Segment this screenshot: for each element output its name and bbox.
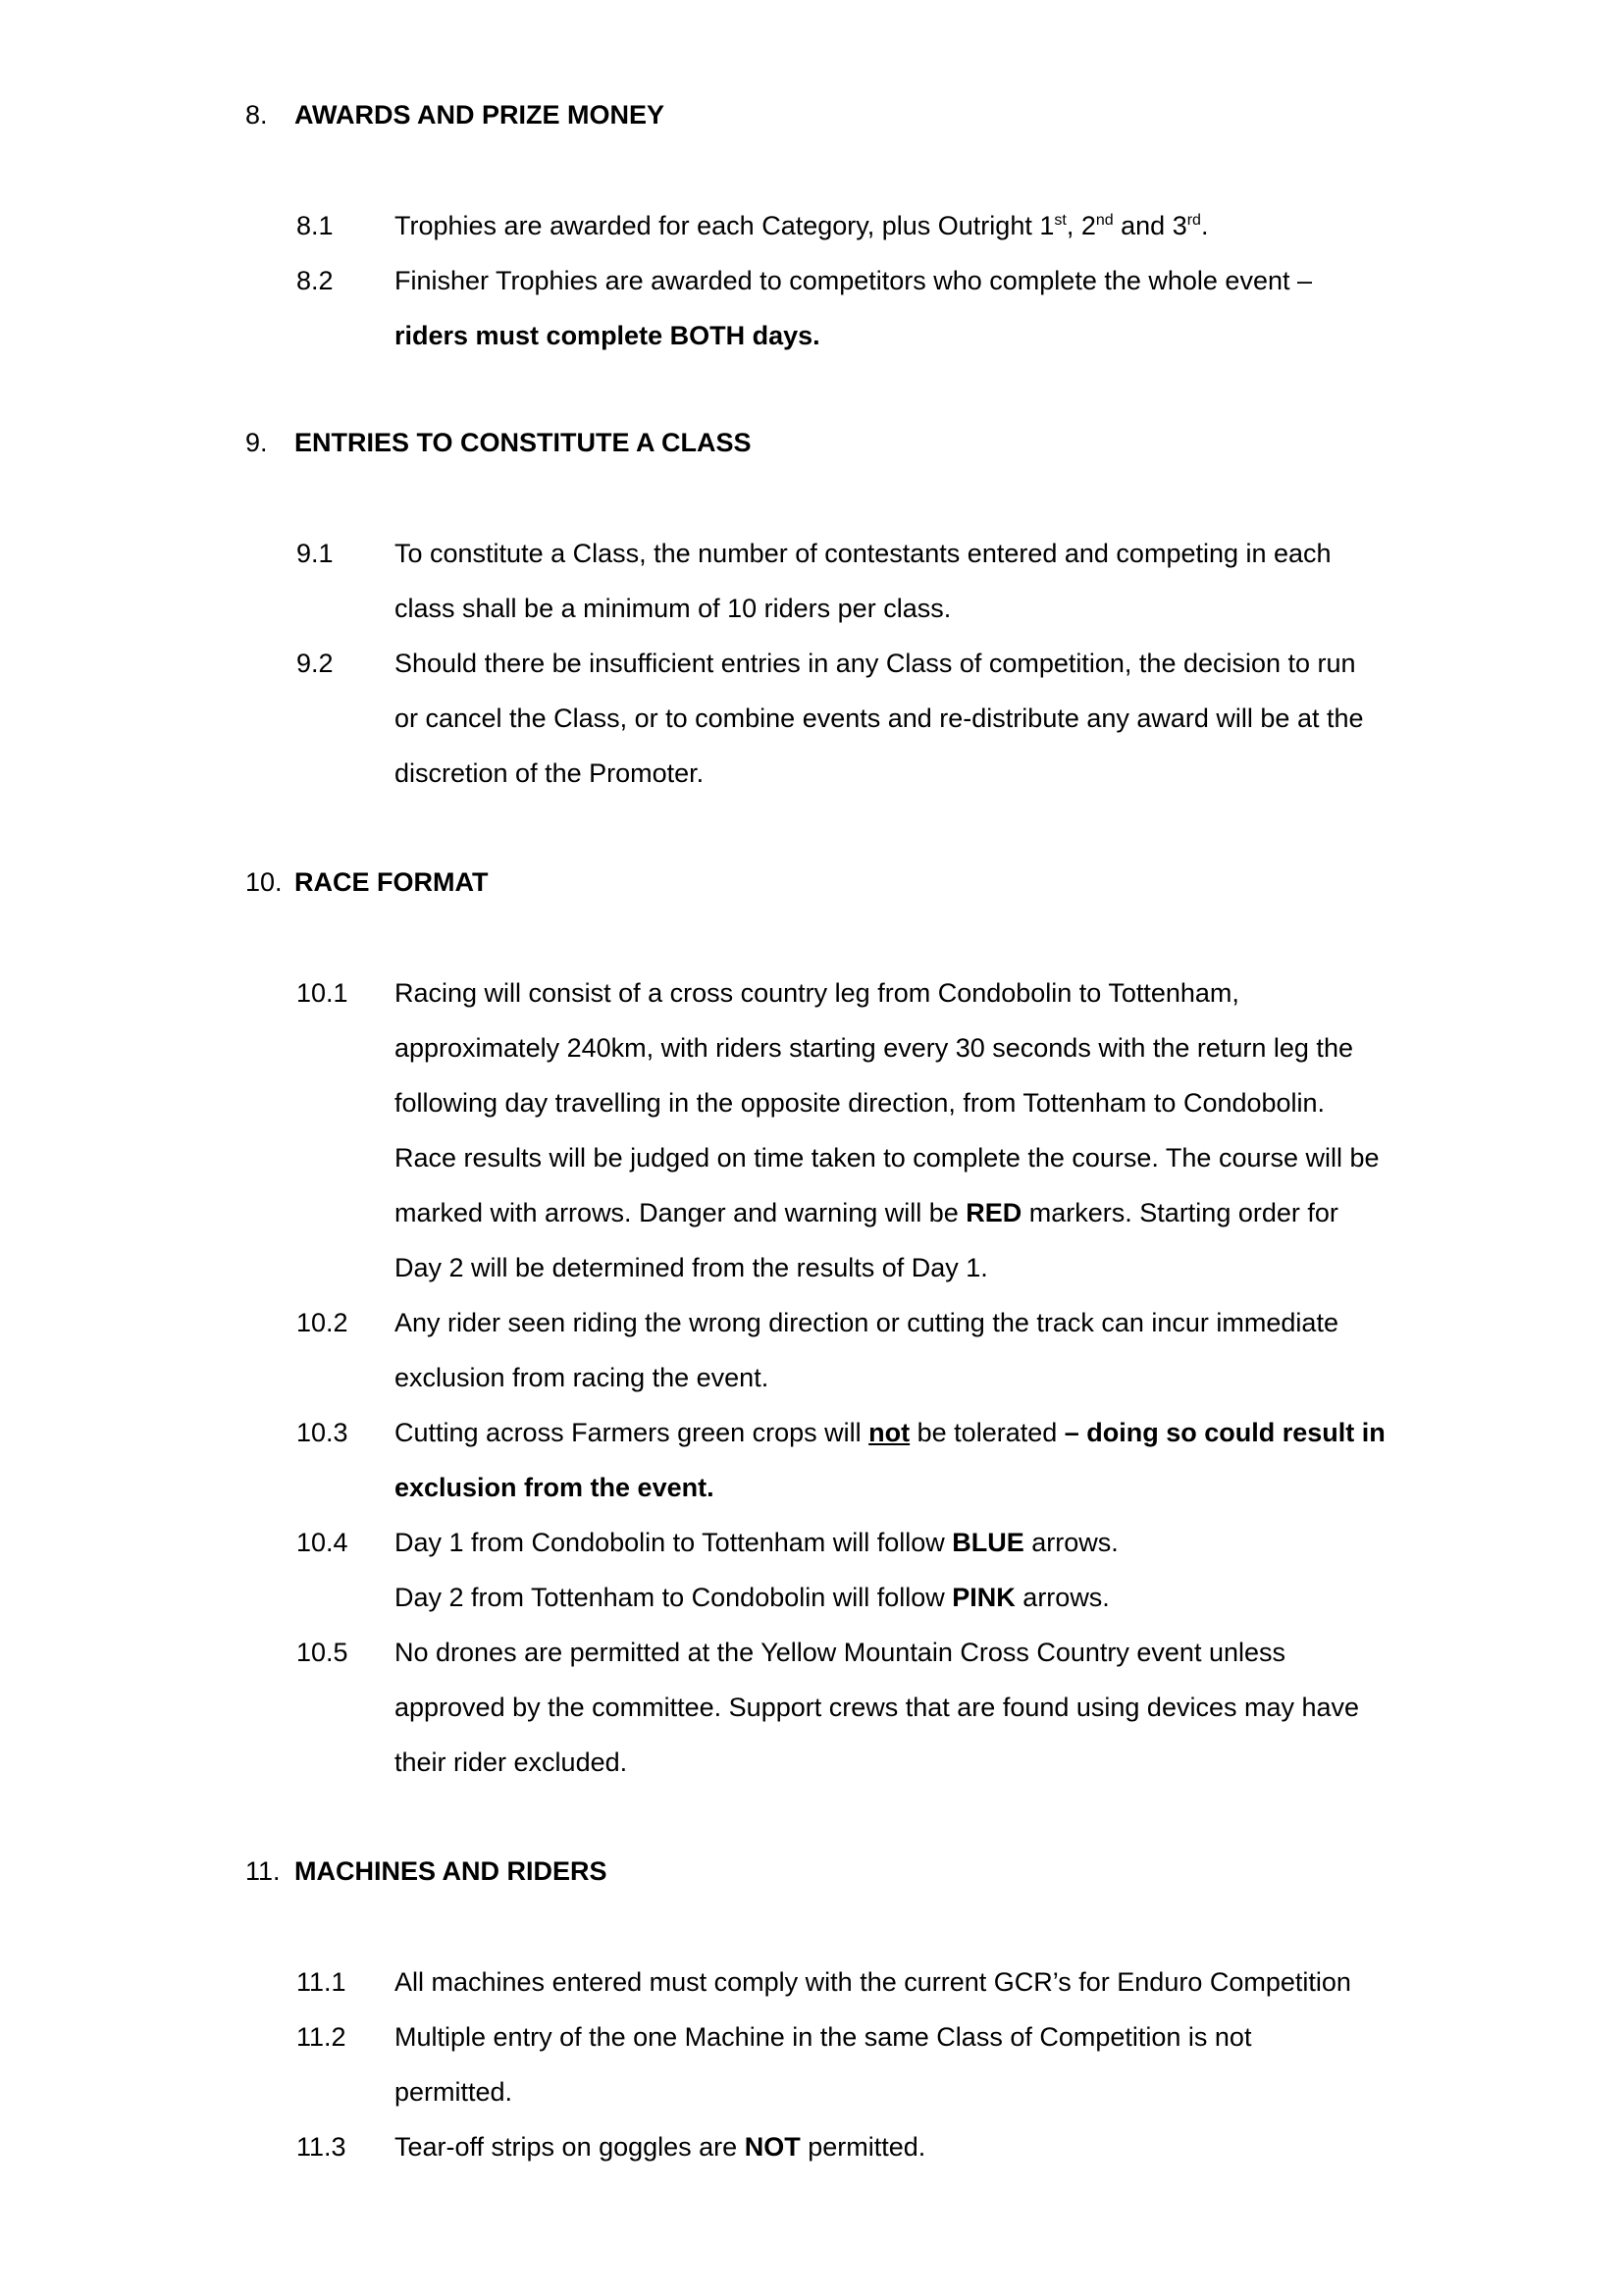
- clause-number: 10.2: [296, 1308, 348, 1337]
- section-title: MACHINES AND RIDERS: [294, 1856, 607, 1886]
- clause-text: [394, 1625, 1444, 1790]
- clause: [296, 2119, 1444, 2174]
- section-heading: [245, 1858, 607, 1885]
- clause: [296, 526, 1444, 636]
- text-line: following day travelling in the opposite direction, from Tottenham to Condobolin.: [394, 1088, 1326, 1118]
- text-line: marked with arrows. Danger and warning will be RED markers. Starting order for: [394, 1198, 1338, 1227]
- clause-number: 11.3: [296, 2132, 346, 2162]
- clause-text: [394, 636, 1444, 801]
- clause: [296, 198, 1444, 253]
- clause-text: [394, 1405, 1444, 1515]
- clause-number: 8.2: [296, 266, 334, 295]
- text-line: Race results will be judged on time taken to complete the course. The course will be: [394, 1143, 1380, 1173]
- section-title: ENTRIES TO CONSTITUTE A CLASS: [294, 428, 752, 457]
- text-line: All machines entered must comply with the current GCR’s for Enduro Competition: [394, 1967, 1351, 1997]
- clause-text: [394, 198, 1444, 253]
- text-line: approved by the committee. Support crews that are found using devices may have: [394, 1693, 1360, 1722]
- text-line: Should there be insufficient entries in any Class of competition, the decision to run: [394, 649, 1356, 678]
- text-line: Multiple entry of the one Machine in the same Class of Competition is not: [394, 2022, 1252, 2052]
- text-line: permitted.: [394, 2077, 513, 2107]
- text-line: Day 2 will be determined from the results of Day 1.: [394, 1253, 988, 1282]
- clause: [296, 1625, 1444, 1790]
- text-line: Racing will consist of a cross country leg from Condobolin to Tottenham,: [394, 978, 1239, 1008]
- clause-number: 10.4: [296, 1528, 348, 1557]
- section-title: AWARDS AND PRIZE MONEY: [294, 100, 665, 130]
- text-line: Finisher Trophies are awarded to competitors who complete the whole event –: [394, 266, 1312, 295]
- section-heading: [245, 869, 488, 896]
- text-line: exclusion from the event.: [394, 1473, 714, 1502]
- text-line: Any rider seen riding the wrong direction or cutting the track can incur immediate: [394, 1308, 1338, 1337]
- text-line: Day 1 from Condobolin to Tottenham will follow BLUE arrows.: [394, 1528, 1119, 1557]
- text-line: their rider excluded.: [394, 1747, 628, 1777]
- clause-text: [394, 1955, 1444, 2009]
- section-number: 11.: [245, 1856, 281, 1886]
- clause-text: [394, 2009, 1444, 2119]
- clause: [296, 253, 1444, 363]
- text-line: Tear-off strips on goggles are NOT permitted.: [394, 2132, 926, 2162]
- clause-text: [394, 1295, 1444, 1405]
- text-line: Cutting across Farmers green crops will not be tolerated – doing so could result in: [394, 1418, 1386, 1447]
- clause: [296, 1405, 1444, 1515]
- clause-number: 9.1: [296, 539, 334, 568]
- clause-number: 11.2: [296, 2022, 346, 2052]
- text-line: No drones are permitted at the Yellow Mountain Cross Country event unless: [394, 1638, 1285, 1667]
- section-number: 8.: [245, 100, 268, 130]
- clause: [296, 636, 1444, 801]
- clause: [296, 1515, 1444, 1625]
- text-line: Trophies are awarded for each Category, plus Outright 1st, 2nd and 3rd.: [394, 211, 1209, 240]
- clause-number: 10.5: [296, 1638, 348, 1667]
- clause-number: 8.1: [296, 211, 334, 240]
- section-number: 9.: [245, 428, 268, 457]
- clause: [296, 965, 1444, 1295]
- clause: [296, 1295, 1444, 1405]
- section-title: RACE FORMAT: [294, 867, 489, 897]
- clause-number: 9.2: [296, 649, 334, 678]
- clause-text: [394, 2119, 1444, 2174]
- text-line: class shall be a minimum of 10 riders per class.: [394, 594, 952, 623]
- section-number: 10.: [245, 867, 283, 897]
- text-line: approximately 240km, with riders starting every 30 seconds with the return leg the: [394, 1033, 1353, 1063]
- text-line: Day 2 from Tottenham to Condobolin will follow PINK arrows.: [394, 1583, 1110, 1612]
- text-line: or cancel the Class, or to combine events and re-distribute any award will be at the: [394, 704, 1364, 733]
- clause-text: [394, 253, 1444, 363]
- clause-number: 10.3: [296, 1418, 348, 1447]
- text-line: To constitute a Class, the number of contestants entered and competing in each: [394, 539, 1332, 568]
- text-line: discretion of the Promoter.: [394, 758, 705, 788]
- clause-text: [394, 1515, 1444, 1625]
- section-heading: [245, 430, 752, 456]
- clause: [296, 1955, 1444, 2009]
- text-line: riders must complete BOTH days.: [394, 321, 820, 350]
- clause-text: [394, 965, 1444, 1295]
- clause-number: 10.1: [296, 978, 348, 1008]
- clause-text: [394, 526, 1444, 636]
- clause-number: 11.1: [296, 1967, 346, 1997]
- section-heading: [245, 102, 664, 129]
- text-line: exclusion from racing the event.: [394, 1363, 769, 1392]
- clause: [296, 2009, 1444, 2119]
